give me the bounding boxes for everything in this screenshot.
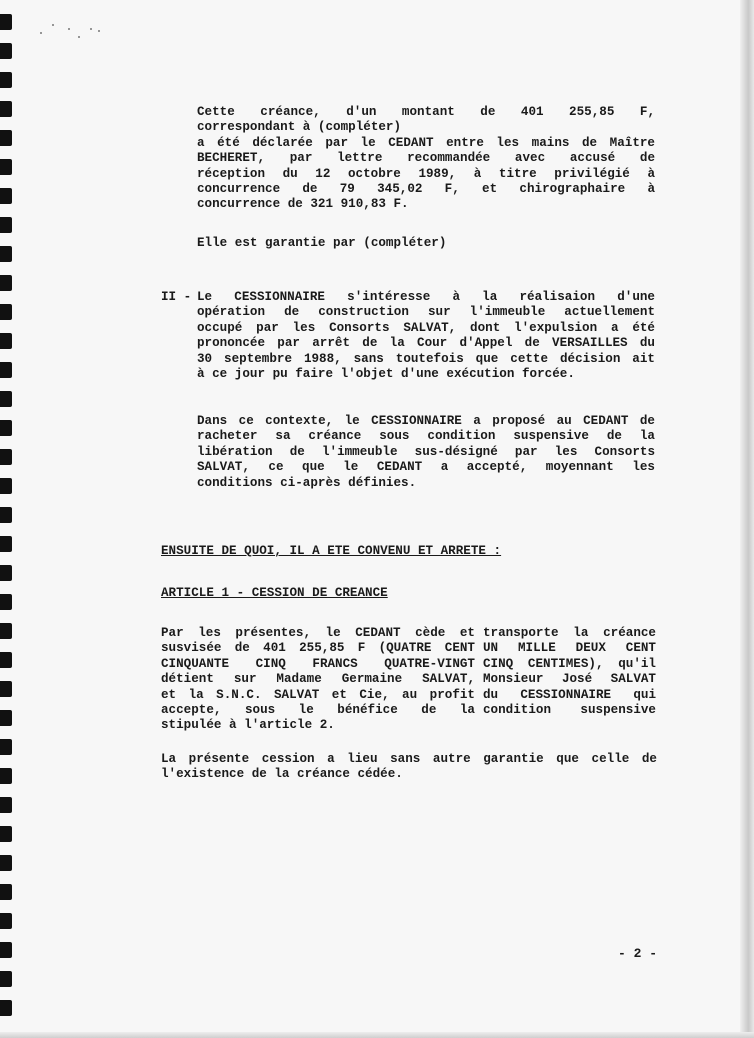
scan-specks <box>38 18 108 48</box>
text-line: stipulée à l'article 2. <box>161 718 335 733</box>
text-line: du CESSIONNAIRE qui <box>483 687 656 702</box>
text-line: CINQ CENTIMES), qu'il <box>483 656 656 671</box>
text-line: Monsieur José SALVAT <box>483 672 656 687</box>
text-line: racheter sa créance sous condition suspensive de la <box>197 429 655 444</box>
section-number: II - <box>161 290 192 304</box>
binding-hole <box>0 768 12 784</box>
text-line: réception du 12 octobre 1989, à titre privilégié à <box>197 166 655 181</box>
binding-hole <box>0 362 12 378</box>
binding-hole <box>0 710 12 726</box>
paragraph-section-ii <box>197 290 655 382</box>
article-1-right-column <box>483 626 656 718</box>
binding-hole <box>0 333 12 349</box>
binding-hole <box>0 101 12 117</box>
binding-hole <box>0 855 12 871</box>
binding-hole <box>0 681 12 697</box>
paragraph-garantie <box>197 236 655 251</box>
page-number: - 2 - <box>618 946 658 961</box>
binding-hole <box>0 159 12 175</box>
heading-text: ENSUITE DE QUOI, IL A ETE CONVENU ET ARRETE : <box>161 544 502 558</box>
text-line: libération de l'immeuble sus-désigné par les Consorts <box>197 444 655 459</box>
text-line: susvisée de 401 255,85 F (QUATRE CENT <box>161 641 475 656</box>
binding-hole <box>0 217 12 233</box>
binding-hole <box>0 652 12 668</box>
binding-hole <box>0 565 12 581</box>
binding-hole <box>0 72 12 88</box>
text-line: prononcée par arrêt de la Cour d'Appel de VERSAILLES du <box>197 336 655 351</box>
text-line: Elle est garantie par (compléter) <box>197 236 447 250</box>
paragraph-contexte <box>197 414 655 491</box>
text-line: transporte la créance <box>483 626 656 640</box>
text-line: accepte, sous le bénéfice de la <box>161 703 475 718</box>
spiral-binding <box>0 0 14 1038</box>
binding-hole <box>0 826 12 842</box>
binding-hole <box>0 623 12 639</box>
text-line: détient sur Madame Germaine SALVAT, <box>161 672 475 687</box>
text-line: La présente cession a lieu sans autre garantie que celle de <box>161 752 657 766</box>
binding-hole <box>0 507 12 523</box>
text-line: Cette créance, d'un montant de 401 255,85 F, <box>197 105 655 119</box>
text-line: CINQUANTE CINQ FRANCS QUATRE-VINGT <box>161 656 475 671</box>
text-line: BECHERET, par lettre recommandée avec accusé de <box>197 151 655 166</box>
heading-text: ARTICLE 1 - CESSION DE CREANCE <box>161 586 388 600</box>
text-line: opération de construction sur l'immeuble actuellement <box>197 305 655 320</box>
binding-hole <box>0 304 12 320</box>
binding-hole <box>0 739 12 755</box>
binding-hole <box>0 536 12 552</box>
binding-hole <box>0 43 12 59</box>
article-1-left-column <box>161 626 475 734</box>
text-line: SALVAT, ce que le CEDANT a accepté, moyennant les <box>197 460 655 475</box>
text-line: UN MILLE DEUX CENT <box>483 641 656 656</box>
text-line: concurrence de 321 910,83 F. <box>197 197 409 212</box>
page-bottom-edge <box>0 1032 754 1038</box>
heading-convenu <box>161 544 631 559</box>
binding-hole <box>0 1000 12 1016</box>
section-ii-label <box>161 290 201 305</box>
text-line: Dans ce contexte, le CESSIONNAIRE a proposé au CEDANT de <box>197 414 655 428</box>
binding-hole <box>0 420 12 436</box>
binding-hole <box>0 275 12 291</box>
binding-hole <box>0 391 12 407</box>
binding-hole <box>0 14 12 30</box>
binding-hole <box>0 246 12 262</box>
paragraph-creance <box>197 105 655 213</box>
text-line: Par les présentes, le CEDANT cède et <box>161 626 475 640</box>
text-line: concurrence de 79 345,02 F, et chirographaire à <box>197 182 655 197</box>
binding-hole <box>0 913 12 929</box>
text-line: a été déclarée par le CEDANT entre les mains de Maître <box>197 135 655 150</box>
binding-hole <box>0 188 12 204</box>
binding-hole <box>0 594 12 610</box>
text-line: conditions ci-après définies. <box>197 475 417 490</box>
binding-hole <box>0 797 12 813</box>
binding-hole <box>0 130 12 146</box>
page-edge-shadow <box>740 0 754 1038</box>
binding-hole <box>0 942 12 958</box>
text-line: à ce jour pu faire l'objet d'une exécution forcée. <box>197 367 575 382</box>
text-line: Le CESSIONNAIRE s'intéresse à la réalisaion d'une <box>197 290 655 304</box>
text-line: occupé par les Consorts SALVAT, dont l'expulsion a été <box>197 320 655 335</box>
heading-article-1 <box>161 586 461 601</box>
text-line: condition suspensive <box>483 703 656 718</box>
text-line: correspondant à (compléter) <box>197 120 402 135</box>
text-line: et la S.N.C. SALVAT et Cie, au profit <box>161 687 475 702</box>
binding-hole <box>0 884 12 900</box>
text-line: 30 septembre 1988, sans toutefois que cette décision ait <box>197 351 655 366</box>
text-line: l'existence de la créance cédée. <box>161 767 403 782</box>
binding-hole <box>0 478 12 494</box>
binding-hole <box>0 971 12 987</box>
binding-hole <box>0 449 12 465</box>
paragraph-garantie-cession <box>161 752 657 783</box>
